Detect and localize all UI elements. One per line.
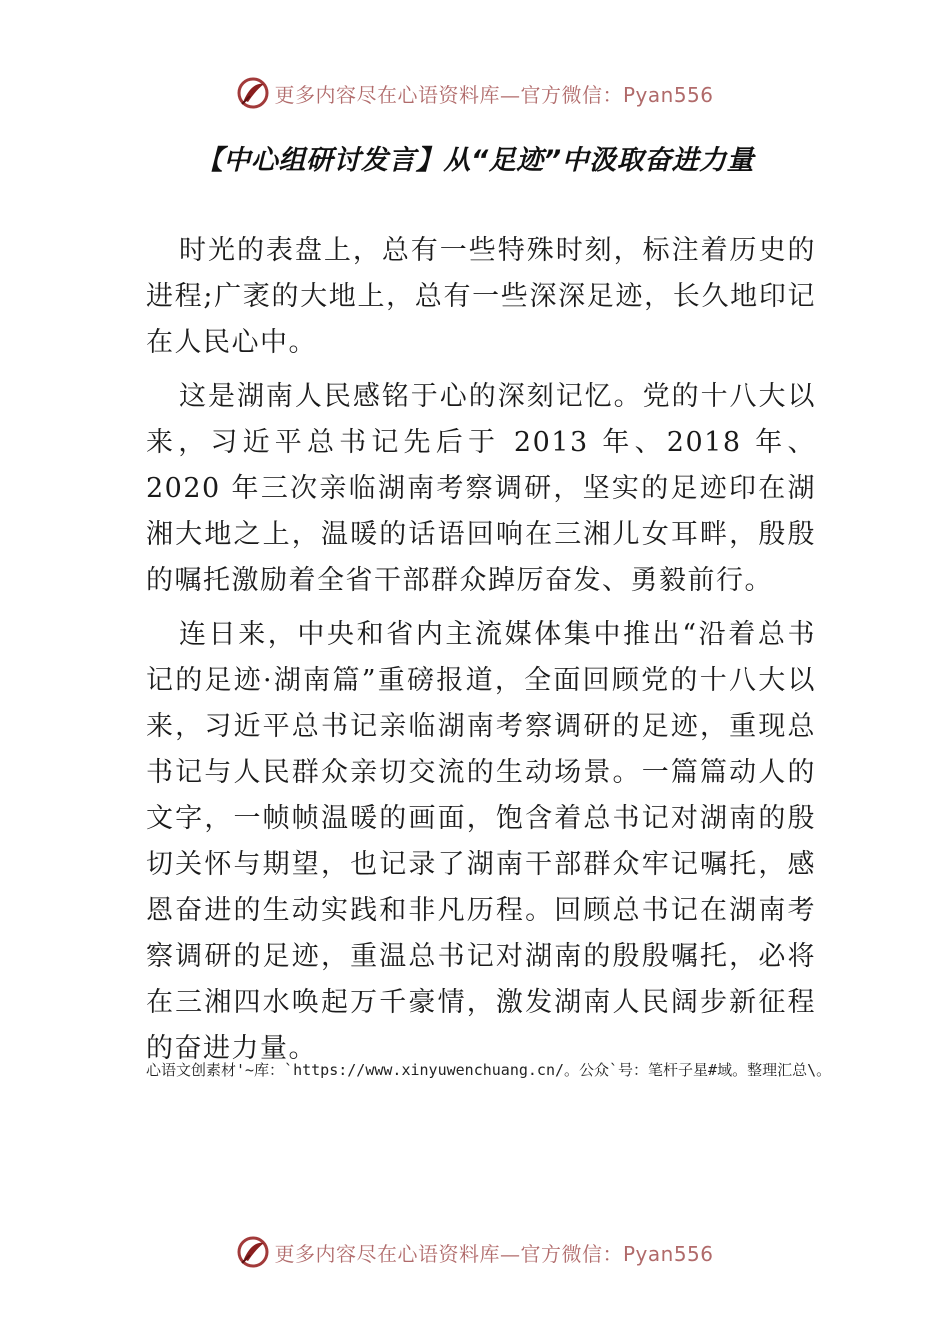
source-footnote: 心语文创素材'~库：`https://www.xinyuwenchuang.cn/。公众`号：笔杆子星#域。整理汇总\。 bbox=[146, 1061, 832, 1079]
quill-seal-icon bbox=[236, 1235, 270, 1269]
footer-banner-label: 更多内容尽在心语资料库—官方微信： bbox=[274, 1241, 623, 1266]
quill-seal-icon bbox=[236, 76, 270, 110]
header-banner bbox=[0, 73, 950, 113]
paragraph-3: 连日来，中央和省内主流媒体集中推出“沿着总书记的足迹·湖南篇”重磅报道，全面回顾党的十八大以来，习近平总书记亲临湖南考察调研的足迹，重现总书记与人民群众亲切交流的生动场景。一篇篇动人的文字，一帧帧温暖的画面，饱含着总书记对湖南的殷切关怀与期望，也记录了湖南干部群众牢记嘱托，感恩奋进的生动实践和非凡历程。回顾总书记在湖南考察调研的足迹，重温总书记对湖南的殷殷嘱托，必将在三湘四水唤起万千豪情，激发湖南人民阔步新征程的奋进力量。 bbox=[146, 619, 816, 1064]
footer-banner-text bbox=[274, 1238, 713, 1267]
header-banner-text bbox=[274, 79, 713, 108]
footer-wechat-id: Pyan556 bbox=[622, 1241, 714, 1266]
page-title: 【中心组研讨发言】从“足迹”中汲取奋进力量 bbox=[195, 145, 755, 176]
header-wechat-id: Pyan556 bbox=[622, 82, 714, 107]
article-body bbox=[146, 228, 816, 1080]
paragraph-2: 这是湖南人民感铭于心的深刻记忆。党的十八大以来，习近平总书记先后于 2013 年、2018 年、2020 年三次亲临湖南考察调研，坚实的足迹印在湖湘大地之上，温暖的话语回响在三湘儿女耳畔，殷殷的嘱托激励着全省干部群众踔厉奋发、勇毅前行。 bbox=[146, 381, 816, 596]
paragraph-1: 时光的表盘上，总有一些特殊时刻，标注着历史的进程;广袤的大地上，总有一些深深足迹，长久地印记在人民心中。 bbox=[146, 235, 816, 358]
footer-banner bbox=[0, 1232, 950, 1272]
header-banner-label: 更多内容尽在心语资料库—官方微信： bbox=[274, 82, 623, 107]
